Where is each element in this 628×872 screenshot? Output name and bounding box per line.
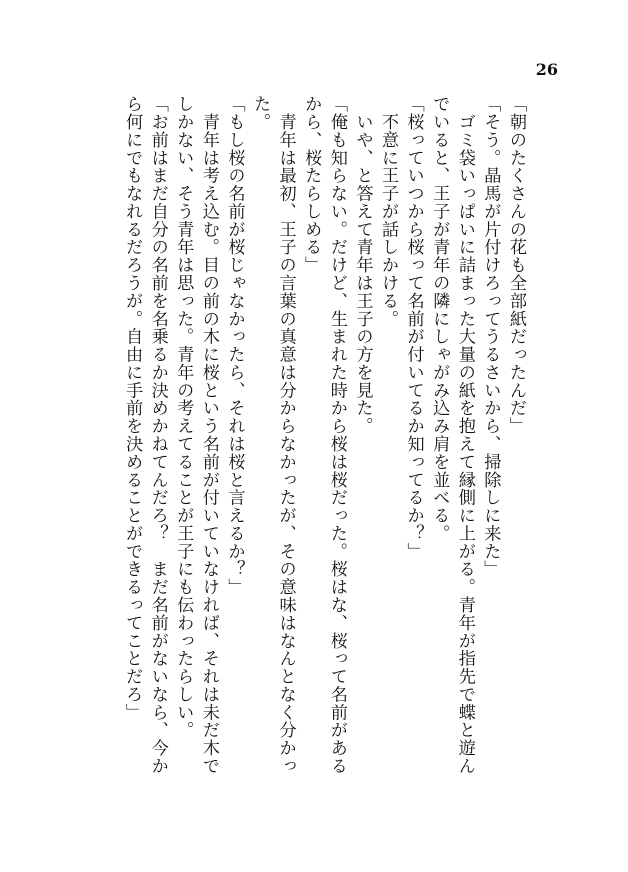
text-line: いや、と答えて青年は王子の方を見た。 xyxy=(352,95,373,435)
text-line: から、桜たらしめる」 xyxy=(301,95,322,274)
text-line: ゴミ袋いっぱいに詰まった大量の紙を抱えて縁側に上がる。青年が指先で蝶と遊ん xyxy=(454,95,475,775)
text-line: 「朝のたくさんの花も全部紙だったんだ」 xyxy=(506,95,526,435)
body-text xyxy=(119,95,529,785)
text-line: しかない、そう青年は思った。青年の考えてることが王子にも伝わったらしい。 xyxy=(173,95,194,739)
text-line: 「お前はまだ自分の名前を名乗るか決めかねてんだろ？ まだ名前がないなら、今か xyxy=(147,95,168,775)
text-line: 青年は最初、王子の言葉の真意は分からなかったが、その意味はなんとなく分かっ xyxy=(275,95,296,775)
text-line: 青年は考え込む。目の前の木に桜という名前が付いていなければ、それは未だ木で xyxy=(198,95,219,775)
text-line: 不意に王子が話しかける。 xyxy=(378,95,399,328)
text-line: 「もし桜の名前が桜じゃなかったら、それは桜と言えるか？」 xyxy=(224,95,245,596)
text-line: ら何にでもなれるだろうが。自由に手前を決めることができるってことだろ」 xyxy=(122,95,143,722)
text-line: でいると、王子が青年の隣にしゃがみ込み肩を並べる。 xyxy=(429,95,450,543)
text-line: 「そう。晶馬が片付けろってうるさいから、掃除しに来た」 xyxy=(480,95,501,578)
text-line: た。 xyxy=(250,95,271,131)
page-number: 26 xyxy=(535,60,558,79)
text-line: 「桜っていつから桜って名前が付いてるか知ってるか？」 xyxy=(403,95,424,561)
text-line: 「俺も知らない。だけど、生まれた時から桜は桜だった。桜はな、桜って名前がある xyxy=(326,95,347,775)
